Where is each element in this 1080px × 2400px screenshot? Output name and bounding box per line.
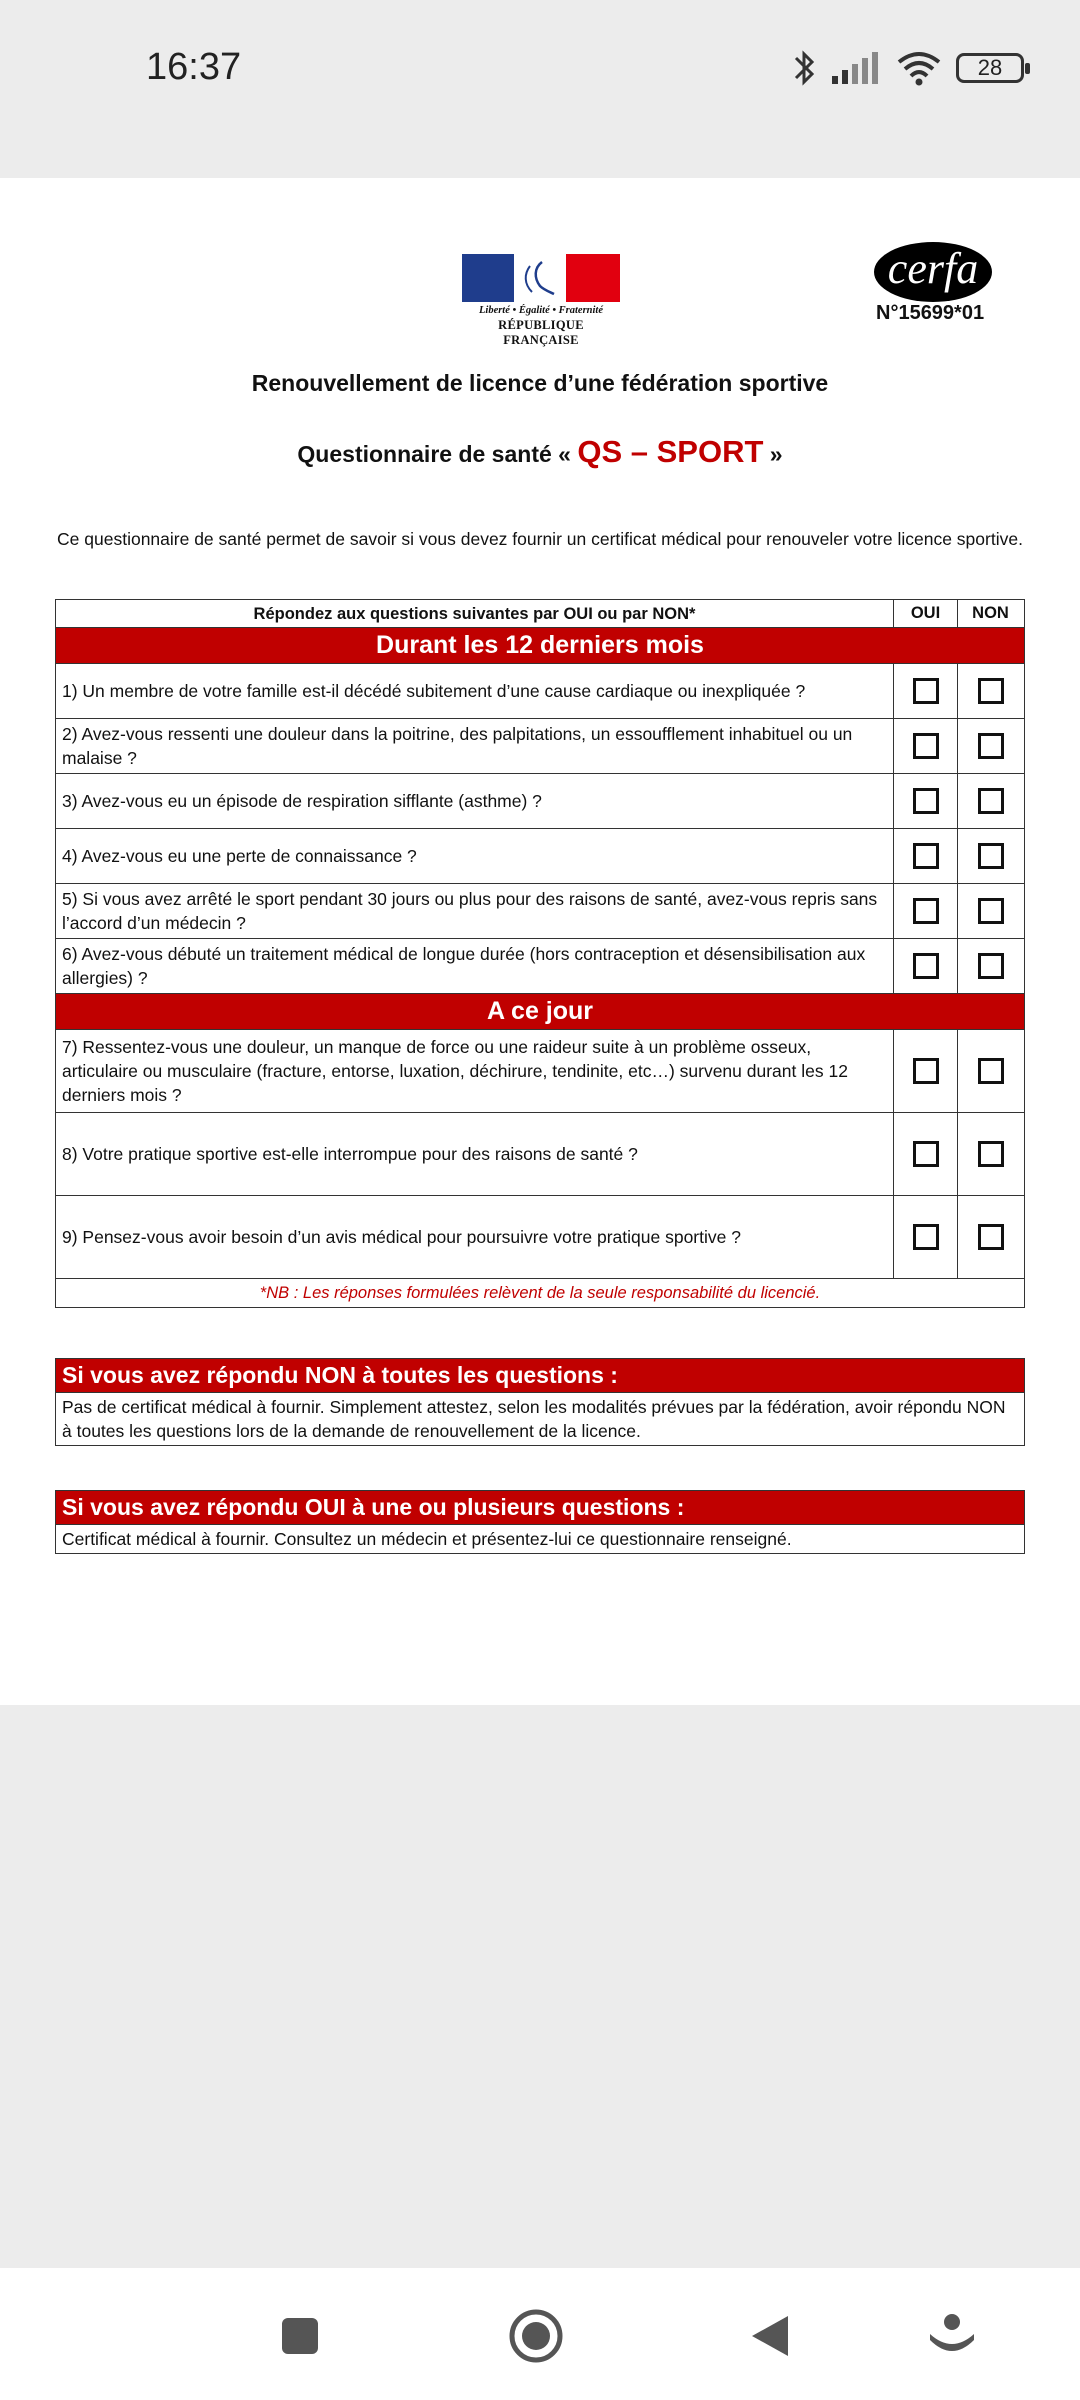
q8-yes-checkbox[interactable] xyxy=(913,1141,939,1167)
header-yes: OUI xyxy=(894,600,958,627)
q5-no-checkbox[interactable] xyxy=(978,898,1004,924)
battery-icon: 28 xyxy=(956,53,1024,83)
subtitle-highlight: QS – SPORT xyxy=(577,434,764,469)
marianne-flag-icon xyxy=(462,254,620,302)
question-row-4 xyxy=(56,829,1024,884)
q8-no-checkbox[interactable] xyxy=(978,1141,1004,1167)
q9-yes-checkbox[interactable] xyxy=(913,1224,939,1250)
q6-no-checkbox[interactable] xyxy=(978,953,1004,979)
intro-text: Ce questionnaire de santé permet de savoir si vous devez fournir un certificat médical pour renouveler votre licence sportive. xyxy=(57,529,1023,549)
question-text: 3) Avez-vous eu un épisode de respiration sifflante (asthme) ? xyxy=(56,774,894,828)
navigation-bar xyxy=(0,2268,1080,2400)
q9-no-checkbox[interactable] xyxy=(978,1224,1004,1250)
header-no: NON xyxy=(972,604,1009,622)
recents-square-icon[interactable] xyxy=(272,2308,328,2364)
q3-yes-checkbox[interactable] xyxy=(913,788,939,814)
questionnaire-table xyxy=(55,599,1025,1308)
republic-name: RÉPUBLIQUE FRANÇAISE xyxy=(498,318,584,347)
subtitle-prefix: Questionnaire de santé « xyxy=(297,441,578,467)
section-today: A ce jour xyxy=(56,994,1024,1030)
q6-yes-checkbox[interactable] xyxy=(913,953,939,979)
document-page xyxy=(0,178,1080,1705)
info-yes-body: Certificat médical à fournir. Consultez un médecin et présentez-lui ce questionnaire renseigné. xyxy=(56,1524,1024,1553)
question-text: 8) Votre pratique sportive est-elle interrompue pour des raisons de santé ? xyxy=(56,1113,894,1195)
question-text: 5) Si vous avez arrêté le sport pendant 30 jours ou plus pour des raisons de santé, avez-vous repris sans l’accord d’un médecin ? xyxy=(56,884,894,938)
q3-no-checkbox[interactable] xyxy=(978,788,1004,814)
question-text: 4) Avez-vous eu une perte de connaissance ? xyxy=(56,829,894,883)
question-text: 6) Avez-vous débuté un traitement médical de longue durée (hors contraception et désensibilisation aux allergies) ? xyxy=(56,939,894,993)
question-text: 2) Avez-vous ressenti une douleur dans la poitrine, des palpitations, un essoufflement inhabituel ou un malaise ? xyxy=(56,719,894,773)
q1-yes-checkbox[interactable] xyxy=(913,678,939,704)
question-row-6 xyxy=(56,939,1024,994)
wifi-icon xyxy=(896,50,942,86)
question-row-3 xyxy=(56,774,1024,829)
status-bar xyxy=(0,0,1080,178)
q5-yes-checkbox[interactable] xyxy=(913,898,939,924)
republic-motto: Liberté • Égalité • Fraternité xyxy=(478,305,603,316)
q2-no-checkbox[interactable] xyxy=(978,733,1004,759)
q2-yes-checkbox[interactable] xyxy=(913,733,939,759)
back-triangle-icon[interactable] xyxy=(742,2308,798,2364)
question-row-9 xyxy=(56,1196,1024,1279)
document-subtitle xyxy=(0,434,1080,470)
section-12-months: Durant les 12 derniers mois xyxy=(56,628,1024,664)
assistant-icon[interactable] xyxy=(924,2308,980,2364)
info-no-body: Pas de certificat médical à fournir. Simplement attestez, selon les modalités prévues par la fédération, avoir répondu NON à toutes les questions lors de la demande de renouvellement de la licence. xyxy=(56,1392,1024,1445)
q7-yes-checkbox[interactable] xyxy=(913,1058,939,1084)
question-row-5 xyxy=(56,884,1024,939)
nb-note: *NB : Les réponses formulées relèvent de la seule responsabilité du licencié. xyxy=(259,1283,821,1302)
republique-francaise-logo xyxy=(462,254,620,348)
q4-yes-checkbox[interactable] xyxy=(913,843,939,869)
document-title: Renouvellement de licence d’une fédération sportive xyxy=(251,370,829,396)
info-yes-heading: Si vous avez répondu OUI à une ou plusieurs questions : xyxy=(56,1491,1024,1524)
home-circle-icon[interactable] xyxy=(508,2308,564,2364)
q7-no-checkbox[interactable] xyxy=(978,1058,1004,1084)
question-text: 9) Pensez-vous avoir besoin d’un avis médical pour poursuivre votre pratique sportive ? xyxy=(56,1196,894,1278)
q1-no-checkbox[interactable] xyxy=(978,678,1004,704)
header-question: Répondez aux questions suivantes par OUI ou par NON* xyxy=(56,600,894,627)
status-icons xyxy=(792,48,1024,88)
question-row-1 xyxy=(56,664,1024,719)
q4-no-checkbox[interactable] xyxy=(978,843,1004,869)
subtitle-suffix: » xyxy=(763,441,783,467)
cerfa-logo: cerfa xyxy=(874,242,992,302)
info-box-any-yes xyxy=(55,1490,1025,1554)
signal-icon xyxy=(830,50,882,86)
question-row-7 xyxy=(56,1030,1024,1113)
question-text: 1) Un membre de votre famille est-il décédé subitement d’une cause cardiaque ou inexpliquée ? xyxy=(56,664,894,718)
table-header xyxy=(56,600,1024,628)
info-no-heading: Si vous avez répondu NON à toutes les questions : xyxy=(56,1359,1024,1392)
info-box-all-no xyxy=(55,1358,1025,1446)
question-text: 7) Ressentez-vous une douleur, un manque de force ou une raideur suite à un problème osseux, articulaire ou musculaire (fracture, entorse, luxation, déchirure, tendinite, etc…) survenu durant les 12 derniers mois ? xyxy=(56,1030,894,1112)
question-row-8 xyxy=(56,1113,1024,1196)
status-time: 16:37 xyxy=(146,46,242,88)
question-row-2 xyxy=(56,719,1024,774)
cerfa-number: N°15699*01 xyxy=(876,302,985,324)
bluetooth-icon xyxy=(792,48,816,88)
